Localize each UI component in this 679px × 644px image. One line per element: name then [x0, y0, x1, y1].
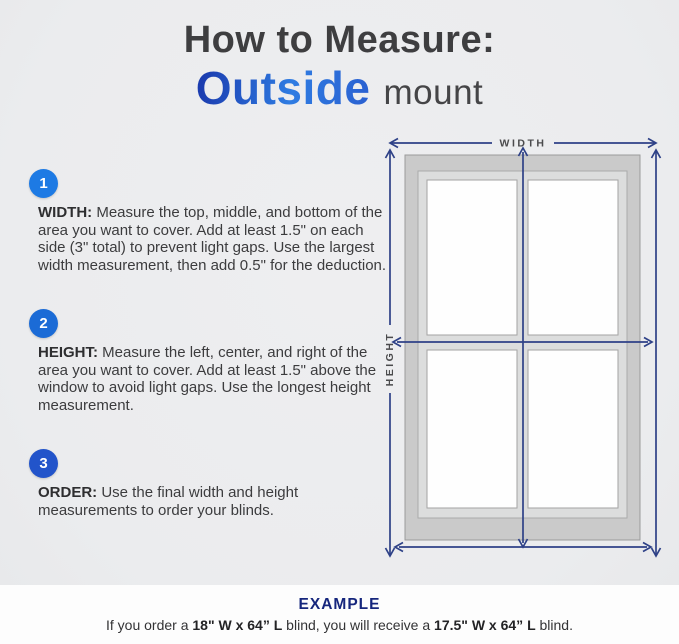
step-2-body: Measure the left, center, and right of the area you want to cover. Add at least 1.5" above the window to avoid light gaps. Use the longest height measurement.: [38, 344, 377, 414]
step-3-badge: [29, 449, 58, 478]
page-title: How to Measure:: [183, 19, 496, 61]
window-diagram: [370, 128, 674, 578]
mount-type-suffix: mount: [383, 73, 484, 112]
example-part2: blind, you will receive a: [282, 617, 435, 633]
step-2-number: 2: [39, 315, 48, 332]
step-1-body: Measure the top, middle, and bottom of the area you want to cover. Add at least 1.5" on each side (3" total) to prevent light gaps. Use the largest width measurement, then add 0.5" for the deduction.: [38, 204, 387, 274]
window-pane-upper-right: [528, 180, 618, 335]
height-arrow-right: [652, 150, 661, 556]
step-2-text: [38, 344, 390, 414]
step-1-text: [38, 204, 390, 274]
window-pane-lower-left: [427, 350, 517, 508]
step-2-badge: [29, 309, 58, 338]
page-subtitle: [0, 63, 679, 113]
step-2-lead: HEIGHT:: [38, 344, 98, 361]
window-pane-upper-left: [427, 180, 517, 335]
step-width: [29, 169, 391, 274]
step-1-badge: [29, 169, 58, 198]
step-3-text: [38, 484, 390, 519]
window-pane-lower-right: [528, 350, 618, 508]
example-ordered-size: 18" W x 64” L: [192, 617, 283, 633]
height-label: HEIGHT: [383, 331, 396, 387]
mount-type-accent: Outside: [195, 62, 371, 114]
step-order: [29, 449, 391, 519]
example-part3: blind.: [535, 617, 573, 633]
step-1-lead: WIDTH:: [38, 204, 93, 221]
width-label: WIDTH: [499, 137, 547, 150]
example-received-size: 17.5" W x 64” L: [434, 617, 536, 633]
step-height: [29, 309, 391, 414]
example-part1: If you order a: [106, 617, 193, 633]
header: [0, 18, 679, 113]
step-3-body: Use the final width and height measurements to order your blinds.: [38, 484, 299, 519]
step-3-lead: ORDER:: [38, 484, 98, 501]
example-text: [0, 617, 679, 633]
step-3-number: 3: [39, 455, 48, 472]
example-heading: EXAMPLE: [298, 596, 381, 613]
step-1-number: 1: [39, 175, 48, 192]
bottom-width-arrow: [395, 543, 651, 552]
example-section: [0, 585, 679, 644]
